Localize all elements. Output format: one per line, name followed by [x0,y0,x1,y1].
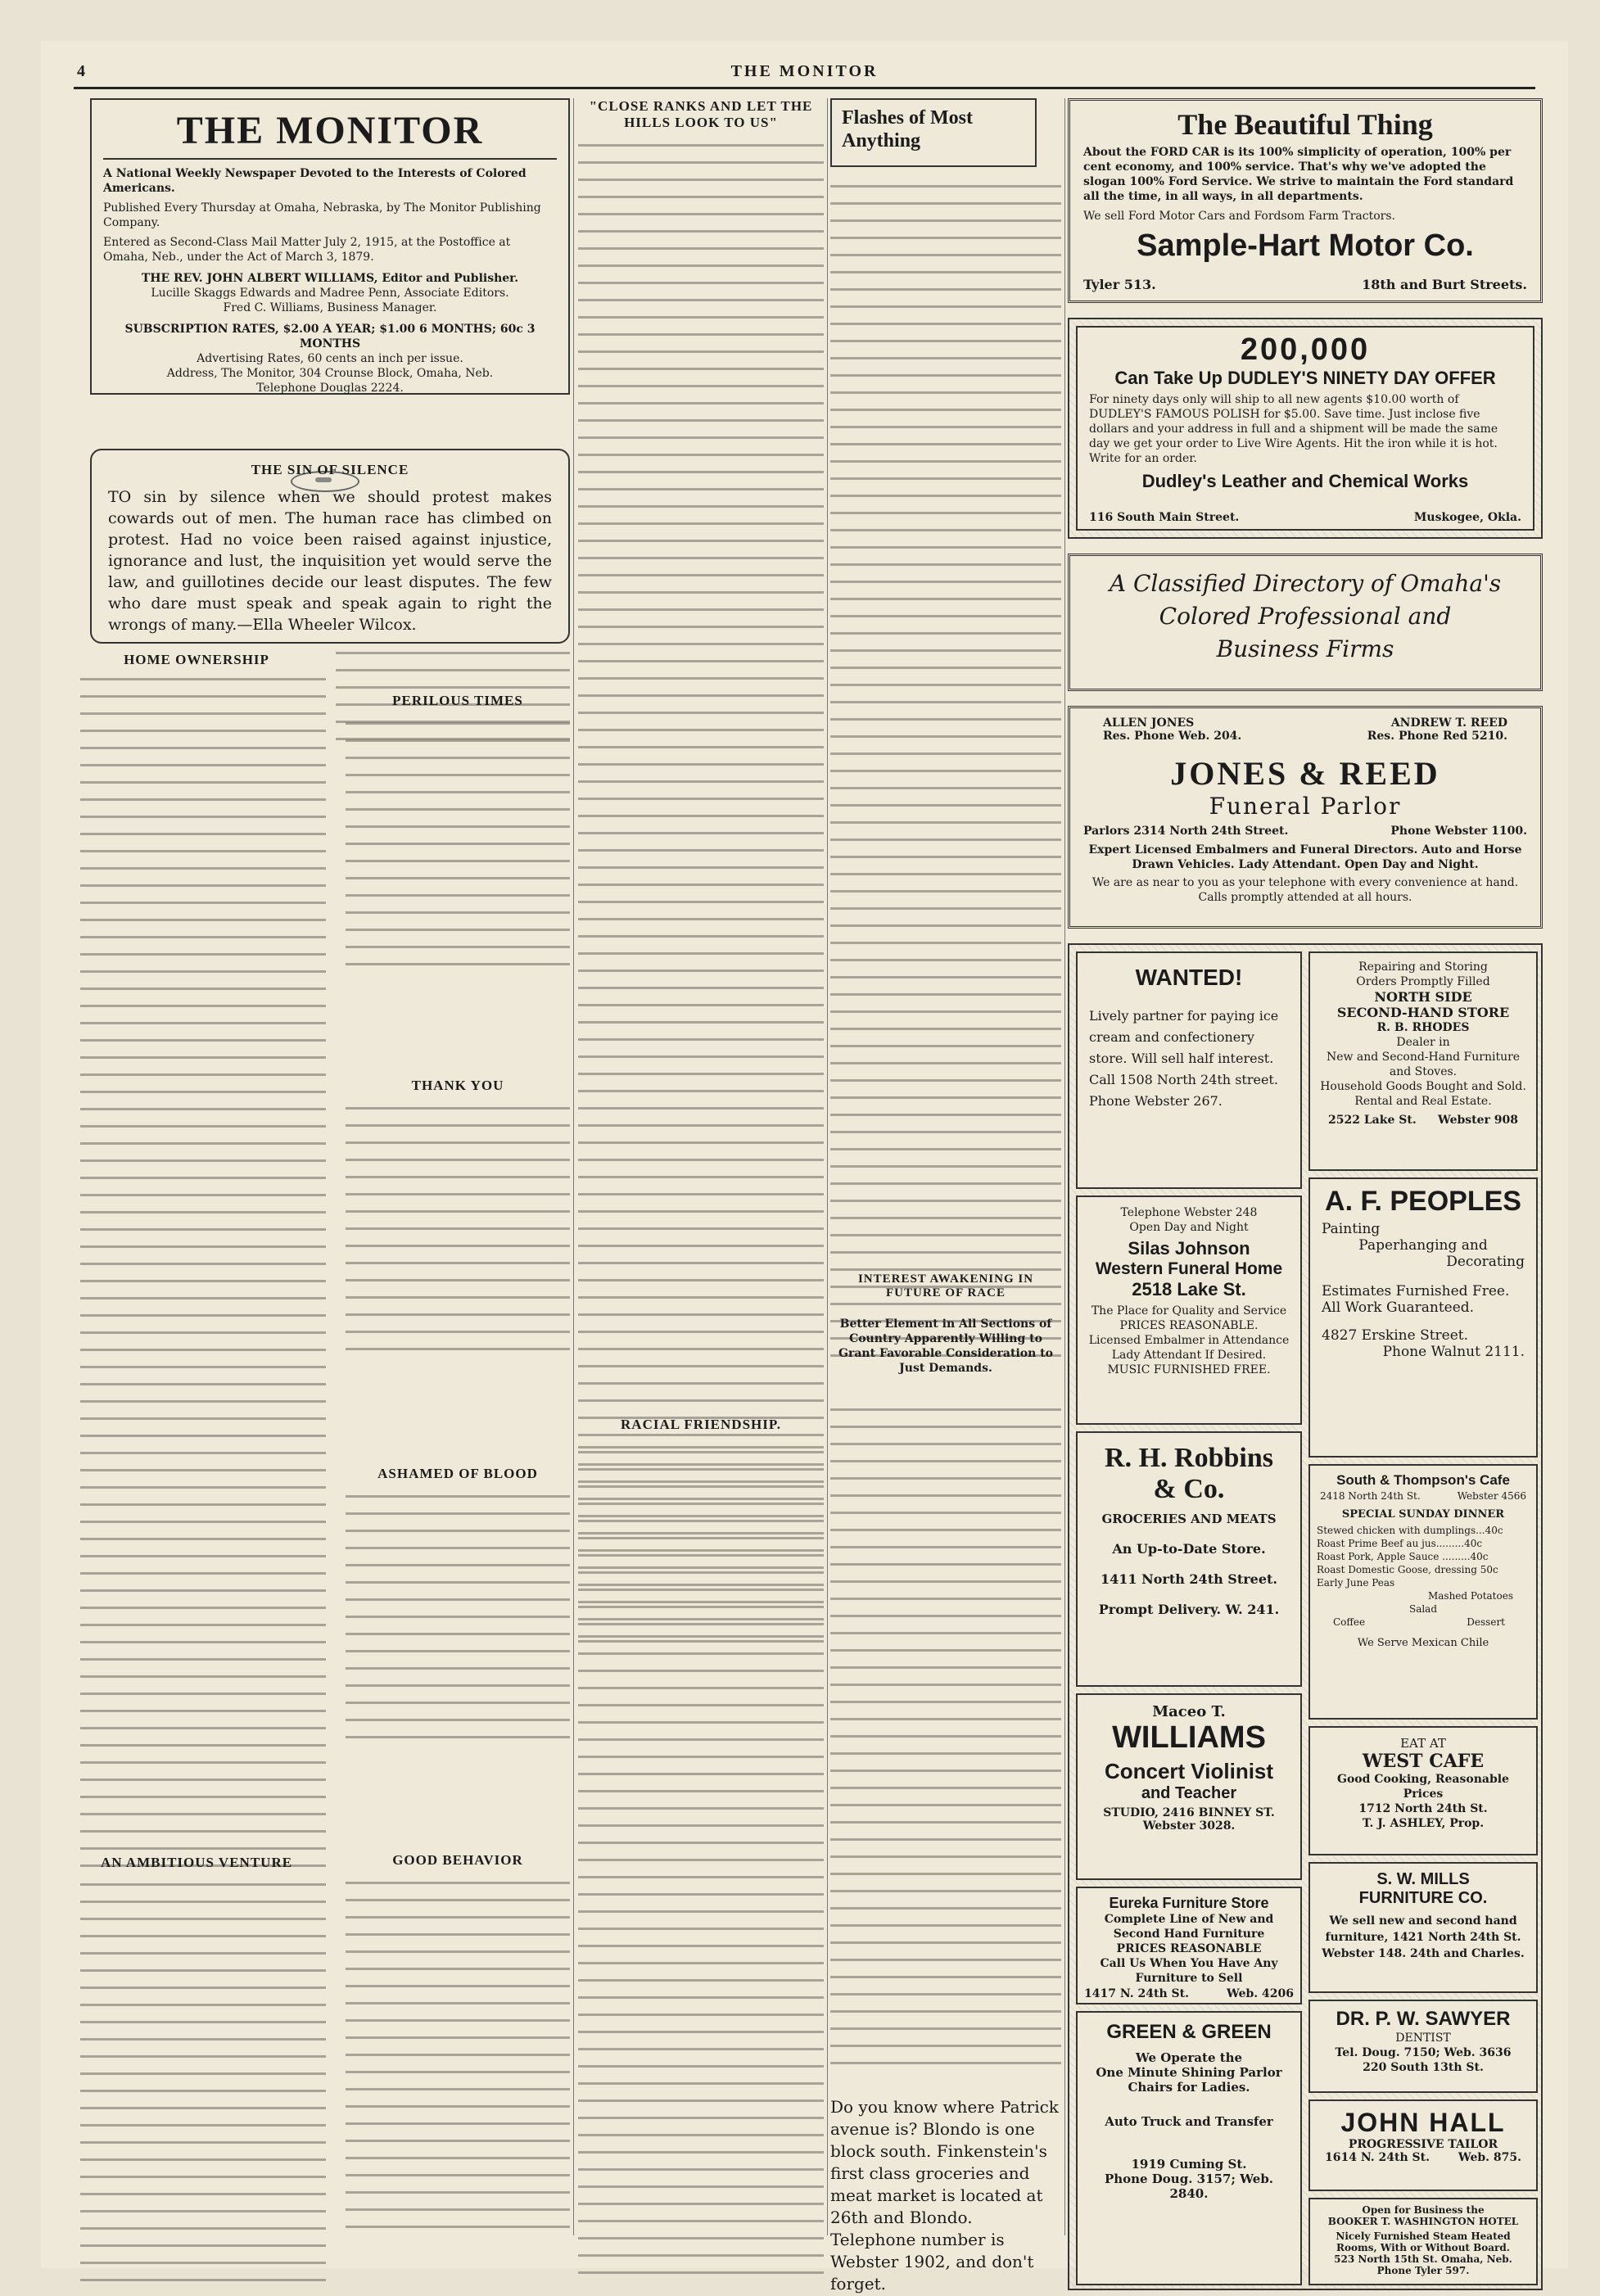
column-rule [827,98,828,2235]
robbins-l2: An Up-to-Date Store. [1112,1541,1266,1557]
robbins-l3: 1411 North 24th Street. [1101,1571,1277,1587]
jones-reed-ad [1068,706,1543,929]
column-3 [578,98,824,2235]
hotel-ad [1308,2198,1538,2285]
interest-awakening-body [830,1408,1061,2079]
rhodes-l5: R. B. RHODES [1376,1021,1470,1034]
hotel-l2: BOOKER T. WASHINGTON HOTEL [1327,2216,1519,2227]
interest-awakening-heading: INTEREST AWAKENING IN FUTURE OF RACE [857,1272,1034,1299]
thank-you-heading: THANK YOU [411,1078,504,1093]
sample-hart-text: About the FORD CAR is its 100% simplicity of operation, 100% per cent economy, and 100% service. That's why we've adopted the slogan 100% Ford Service. We strive to maintain the Ford standard all the time, in all ways, in all departments. [1083,146,1514,203]
green-green-ad [1076,2011,1302,2285]
menu-item: Early June Peas [1317,1577,1395,1589]
dudley-big: 200,000 [1240,332,1371,367]
eureka-l2: PRICES REASONABLE [1116,1942,1262,1955]
hotel-l4: 523 North 15th St. Omaha, Neb. [1334,2253,1512,2265]
peoples-l7: Phone Walnut 2111. [1382,1344,1525,1360]
peoples-title: A. F. PEOPLES [1325,1186,1521,1217]
dudley-name: Dudley's Leather and Chemical Works [1141,471,1469,491]
rhodes-l4: SECOND-HAND STORE [1336,1005,1510,1020]
west-cafe-l1: EAT AT [1400,1736,1446,1751]
ashamed-of-blood-body [346,1495,570,1753]
flashes-body [830,185,1061,1372]
williams-l2: WILLIAMS [1112,1720,1266,1755]
west-cafe-l3: Good Cooking, Reasonable Prices [1337,1773,1509,1801]
robbins-ad [1076,1431,1302,1687]
silas-addr: 2518 Lake St. [1132,1279,1246,1299]
close-ranks-heading: "CLOSE RANKS AND LET THE HILLS LOOK TO US" [589,98,813,130]
menu-item: Roast Pork, Apple Sauce .........40c [1317,1551,1489,1562]
sawyer-l2: Tel. Doug. 7150; Web. 3636 [1335,2046,1512,2059]
sample-hart-name: Sample-Hart Motor Co. [1137,228,1474,263]
eureka-addr: 1417 N. 24th St. [1084,1987,1189,2000]
sample-hart-tel: Tyler 513. [1083,277,1156,292]
menu-item: Dessert [1467,1616,1505,1628]
peoples-l6: 4827 Erskine Street. [1322,1327,1469,1344]
sample-hart-ad [1068,98,1543,303]
sawyer-l3: 220 South 13th St. [1363,2061,1484,2074]
jones-reed-subtitle: Funeral Parlor [1209,793,1402,820]
sawyer-l1: DENTIST [1395,2032,1451,2045]
williams-l3: Concert Violinist [1104,1759,1274,1783]
peoples-l5: All Work Guaranteed. [1322,1299,1475,1316]
peoples-l1: Painting [1322,1221,1381,1237]
silas-l2: PRICES REASONABLE. [1119,1319,1259,1332]
peoples-l2: Paperhanging and [1358,1237,1488,1254]
green-l5: 1919 Cuming St. [1131,2157,1247,2172]
masthead-box [90,98,570,395]
silas-l4: Lady Attendant If Desired. [1111,1349,1267,1362]
williams-l6: Webster 3028. [1142,1819,1236,1833]
silas-name1: Silas Johnson [1128,1238,1250,1259]
masthead-editor: THE REV. JOHN ALBERT WILLIAMS, Editor and Publisher. [141,272,519,285]
jones-reed-text2: We are as near to you as your telephone with every convenience at hand. Calls promptly attended at all hours. [1092,876,1519,904]
south-thompson-menu [1317,1524,1530,1629]
hotel-l1: Open for Business the [1362,2204,1485,2216]
south-thompson-ad [1308,1464,1538,1720]
green-l4: Auto Truck and Transfer [1105,2114,1273,2129]
ashamed-of-blood-heading: ASHAMED OF BLOOD [377,1466,538,1481]
eureka-ad [1076,1887,1302,2004]
masthead-telephone: Telephone Douglas 2224. [256,382,404,395]
page-number: 4 [77,62,88,80]
south-thompson-special: SPECIAL SUNDAY DINNER [1341,1508,1505,1521]
green-l6: Phone Doug. 3157; Web. 2840. [1104,2172,1274,2201]
masthead-title: THE MONITOR [103,108,557,160]
sawyer-ad [1308,2000,1538,2093]
interest-awakening-subhead: Better Element in All Sections of Country Apparently Willing to Grant Favorable Consideration to Just Demands. [838,1317,1053,1375]
hall-ad [1308,2099,1538,2191]
ambitious-venture-body [80,1883,326,2296]
eureka-l1: Complete Line of New and Second Hand Furniture [1104,1913,1274,1941]
sample-hart-line2: We sell Ford Motor Cars and Fordsom Farm Tractors. [1083,210,1395,223]
south-thompson-footer: We Serve Mexican Chile [1357,1637,1489,1649]
running-title: THE MONITOR [730,62,879,80]
dudley-city: Muskogee, Okla. [1413,511,1521,524]
eureka-title: Eureka Furniture Store [1109,1895,1269,1911]
robbins-l4: Prompt Delivery. W. 241. [1098,1602,1280,1617]
silas-tel: Telephone Webster 248 [1120,1206,1258,1219]
dudley-addr: 116 South Main Street. [1089,511,1240,524]
dudley-head: Can Take Up DUDLEY'S NINETY DAY OFFER [1114,368,1496,388]
menu-item: Stewed chicken with dumplings...40c [1317,1525,1503,1536]
menu-item: Mashed Potatoes [1427,1590,1513,1602]
sin-of-silence-text: TO sin by silence when we should protest makes cowards out of men. The human race has climbed on protest. Had no voice been raised against injustice, ignorance and lust, the inquisition yet would serve the law, and guillotines decide our least disputes. The few who dare must speak and speak again to right the wrongs of many.—Ella Wheeler Wilcox. [108,488,552,634]
silas-l3: Licensed Embalmer in Attendance [1088,1334,1290,1347]
mills-text: We sell new and second hand furniture, 1421 North 24th St. Webster 148. 24th and Charles. [1322,1914,1525,1960]
sin-of-silence-heading: THE SIN OF SILENCE [251,462,409,477]
peoples-l4: Estimates Furnished Free. [1322,1283,1510,1299]
rhodes-l1: Repairing and Storing [1358,960,1488,974]
jones-phone: Res. Phone Web. 204. [1103,730,1242,743]
masthead-tagline: A National Weekly Newspaper Devoted to the Interests of Colored Americans. [103,167,527,195]
sin-of-silence-box [90,449,570,644]
peoples-l3: Decorating [1446,1254,1525,1270]
rhodes-tel: Webster 908 [1437,1114,1518,1127]
directory-line-3: Business Firms [1216,635,1394,662]
wanted-ad [1076,951,1302,1189]
good-behavior-heading: GOOD BEHAVIOR [392,1852,523,1868]
directory-banner [1068,554,1543,691]
masthead-published: Published Every Thursday at Omaha, Nebraska, by The Monitor Publishing Company. [103,201,541,229]
silas-open: Open Day and Night [1129,1221,1249,1234]
reed-name: ANDREW T. REED [1390,716,1507,730]
hotel-l5: Phone Tyler 597. [1376,2265,1470,2276]
masthead-address: Address, The Monitor, 304 Crounse Block, Omaha, Neb. [166,367,494,380]
menu-item: Roast Domestic Goose, dressing 50c [1317,1564,1498,1575]
west-cafe-ad [1308,1726,1538,1855]
dudley-ad [1068,318,1543,539]
robbins-name1: R. H. Robbins [1105,1443,1273,1473]
williams-l4: and Teacher [1141,1784,1237,1802]
rhodes-l6: Dealer in [1396,1036,1450,1049]
column-rule [573,98,574,2235]
directory-line-2: Colored Professional and [1159,603,1452,630]
south-thompson-tel: Webster 4566 [1457,1490,1526,1502]
silas-name2: Western Funeral Home [1095,1259,1283,1278]
jones-reed-parlors: Parlors 2314 North 24th Street. [1083,825,1289,838]
jones-reed-title: JONES & REED [1170,755,1440,792]
rhodes-l3: NORTH SIDE [1374,989,1472,1005]
ad-grid [1068,943,1543,2290]
newspaper-page [41,41,1568,2294]
perilous-times-heading: PERILOUS TIMES [392,693,523,708]
masthead-entered: Entered as Second-Class Mail Matter July 2, 1915, at the Postoffice at Omaha, Neb., under the Act of March 3, 1879. [103,236,511,264]
menu-item: Roast Prime Beef au jus.........40c [1317,1538,1483,1549]
ambitious-venture-heading: AN AMBITIOUS VENTURE [100,1855,293,1870]
directory-line-1: A Classified Directory of Omaha's [1109,570,1502,597]
south-thompson-title: South & Thompson's Cafe [1336,1472,1510,1488]
racial-friendship-body [578,1446,824,2289]
hall-l3: Web. 875. [1458,2151,1521,2164]
patrick-avenue-notice: Do you know where Patrick avenue is? Blondo is one block south. Finkenstein's first class groceries and meat market is located at 26th and Blondo. Telephone number is Webster 1902, and don't forget. [830,2097,1059,2294]
rhodes-l7: New and Second-Hand Furniture and Stoves. [1326,1051,1521,1078]
flashes-heading: Flashes of Most Anything [830,98,1037,167]
jones-reed-text1: Expert Licensed Embalmers and Funeral Directors. Auto and Horse Drawn Vehicles. Lady Attendant. Open Day and Night. [1088,843,1522,871]
sample-hart-title: The Beautiful Thing [1177,108,1433,141]
rhodes-l2: Orders Promptly Filled [1356,975,1490,988]
menu-item: Coffee [1333,1616,1366,1628]
hall-l2: 1614 N. 24th St. [1325,2151,1430,2164]
silas-l5: MUSIC FURNISHED FREE. [1107,1363,1271,1376]
williams-ad [1076,1693,1302,1880]
green-l2: One Minute Shining Parlor [1096,2065,1282,2080]
ads-column [1068,98,1543,2276]
robbins-name2: & Co. [1153,1474,1225,1504]
hall-title: JOHN HALL [1340,2108,1506,2137]
rhodes-ad [1308,951,1538,1171]
west-cafe-l5: T. J. ASHLEY, Prop. [1362,1817,1485,1830]
thank-you-body [346,1107,570,1365]
reed-phone: Res. Phone Red 5210. [1367,730,1507,743]
jones-name: ALLEN JONES [1103,716,1195,730]
west-cafe-l4: 1712 North 24th St. [1358,1802,1488,1815]
hall-l1: PROGRESSIVE TAILOR [1348,2138,1498,2151]
masthead-subscription: SUBSCRIPTION RATES, $2.00 A YEAR; $1.00 6 MONTHS; 60c 3 MONTHS [124,323,536,350]
mills-l1: S. W. MILLS [1376,1870,1470,1888]
west-cafe-l2: WEST CAFE [1362,1751,1485,1772]
green-title: GREEN & GREEN [1106,2021,1272,2043]
silas-l1: The Place for Quality and Service [1091,1304,1287,1317]
mills-ad [1308,1862,1538,1993]
home-ownership-body [80,678,326,1849]
running-head [74,59,1535,89]
column-2 [346,693,570,2235]
sawyer-title: DR. P. W. SAWYER [1336,2008,1511,2030]
peoples-ad [1308,1177,1538,1458]
column-rule [1064,98,1065,2235]
column-4 [830,98,1061,2294]
perilous-times-body [346,722,570,980]
green-l1: We Operate the [1135,2050,1243,2065]
wanted-title: WANTED! [1135,965,1243,990]
rhodes-addr: 2522 Lake St. [1328,1114,1417,1127]
jones-reed-phone: Phone Webster 1100. [1390,825,1527,838]
silas-johnson-ad [1076,1195,1302,1425]
eureka-tel: Web. 4206 [1227,1987,1294,2000]
racial-friendship-heading: RACIAL FRIENDSHIP. [621,1417,781,1432]
robbins-l1: GROCERIES AND MEATS [1101,1512,1277,1526]
home-ownership-heading: HOME OWNERSHIP [124,652,269,667]
south-thompson-addr: 2418 North 24th St. [1320,1490,1421,1502]
eureka-l3: Call Us When You Have Any Furniture to Sell [1100,1957,1278,1985]
mills-l2: FURNITURE CO. [1358,1889,1488,1907]
hotel-l3: Nicely Furnished Steam Heated Rooms, With or Without Board. [1336,2230,1511,2253]
masthead-advertising: Advertising Rates, 60 cents an inch per issue. [197,352,463,365]
wanted-text: Lively partner for paying ice cream and confectionery store. Will sell half interest. Call 1508 North 24th street. Phone Webster 267. [1089,1008,1279,1109]
menu-item: Salad [1408,1603,1438,1615]
good-behavior-body [346,1882,570,2243]
green-l3: Chairs for Ladies. [1128,2080,1250,2095]
rhodes-l8: Household Goods Bought and Sold. Rental and Real Estate. [1320,1080,1526,1108]
williams-l5: STUDIO, 2416 BINNEY ST. [1103,1806,1275,1819]
masthead-manager: Fred C. Williams, Business Manager. [223,301,437,314]
sample-hart-addr: 18th and Burt Streets. [1362,277,1527,292]
masthead-associates: Lucille Skaggs Edwards and Madree Penn, Associate Editors. [151,287,509,300]
williams-l1: Maceo T. [1152,1703,1226,1720]
dudley-text: For ninety days only will ship to all new agents $10.00 worth of DUDLEY'S FAMOUS POLISH for $5.00. Save time. Just inclose five dollars and your address in full and a shipment will be made the same day we get your order to Live Wire Agents. Hit the iron while it is hot. Write for an order. [1089,393,1498,465]
